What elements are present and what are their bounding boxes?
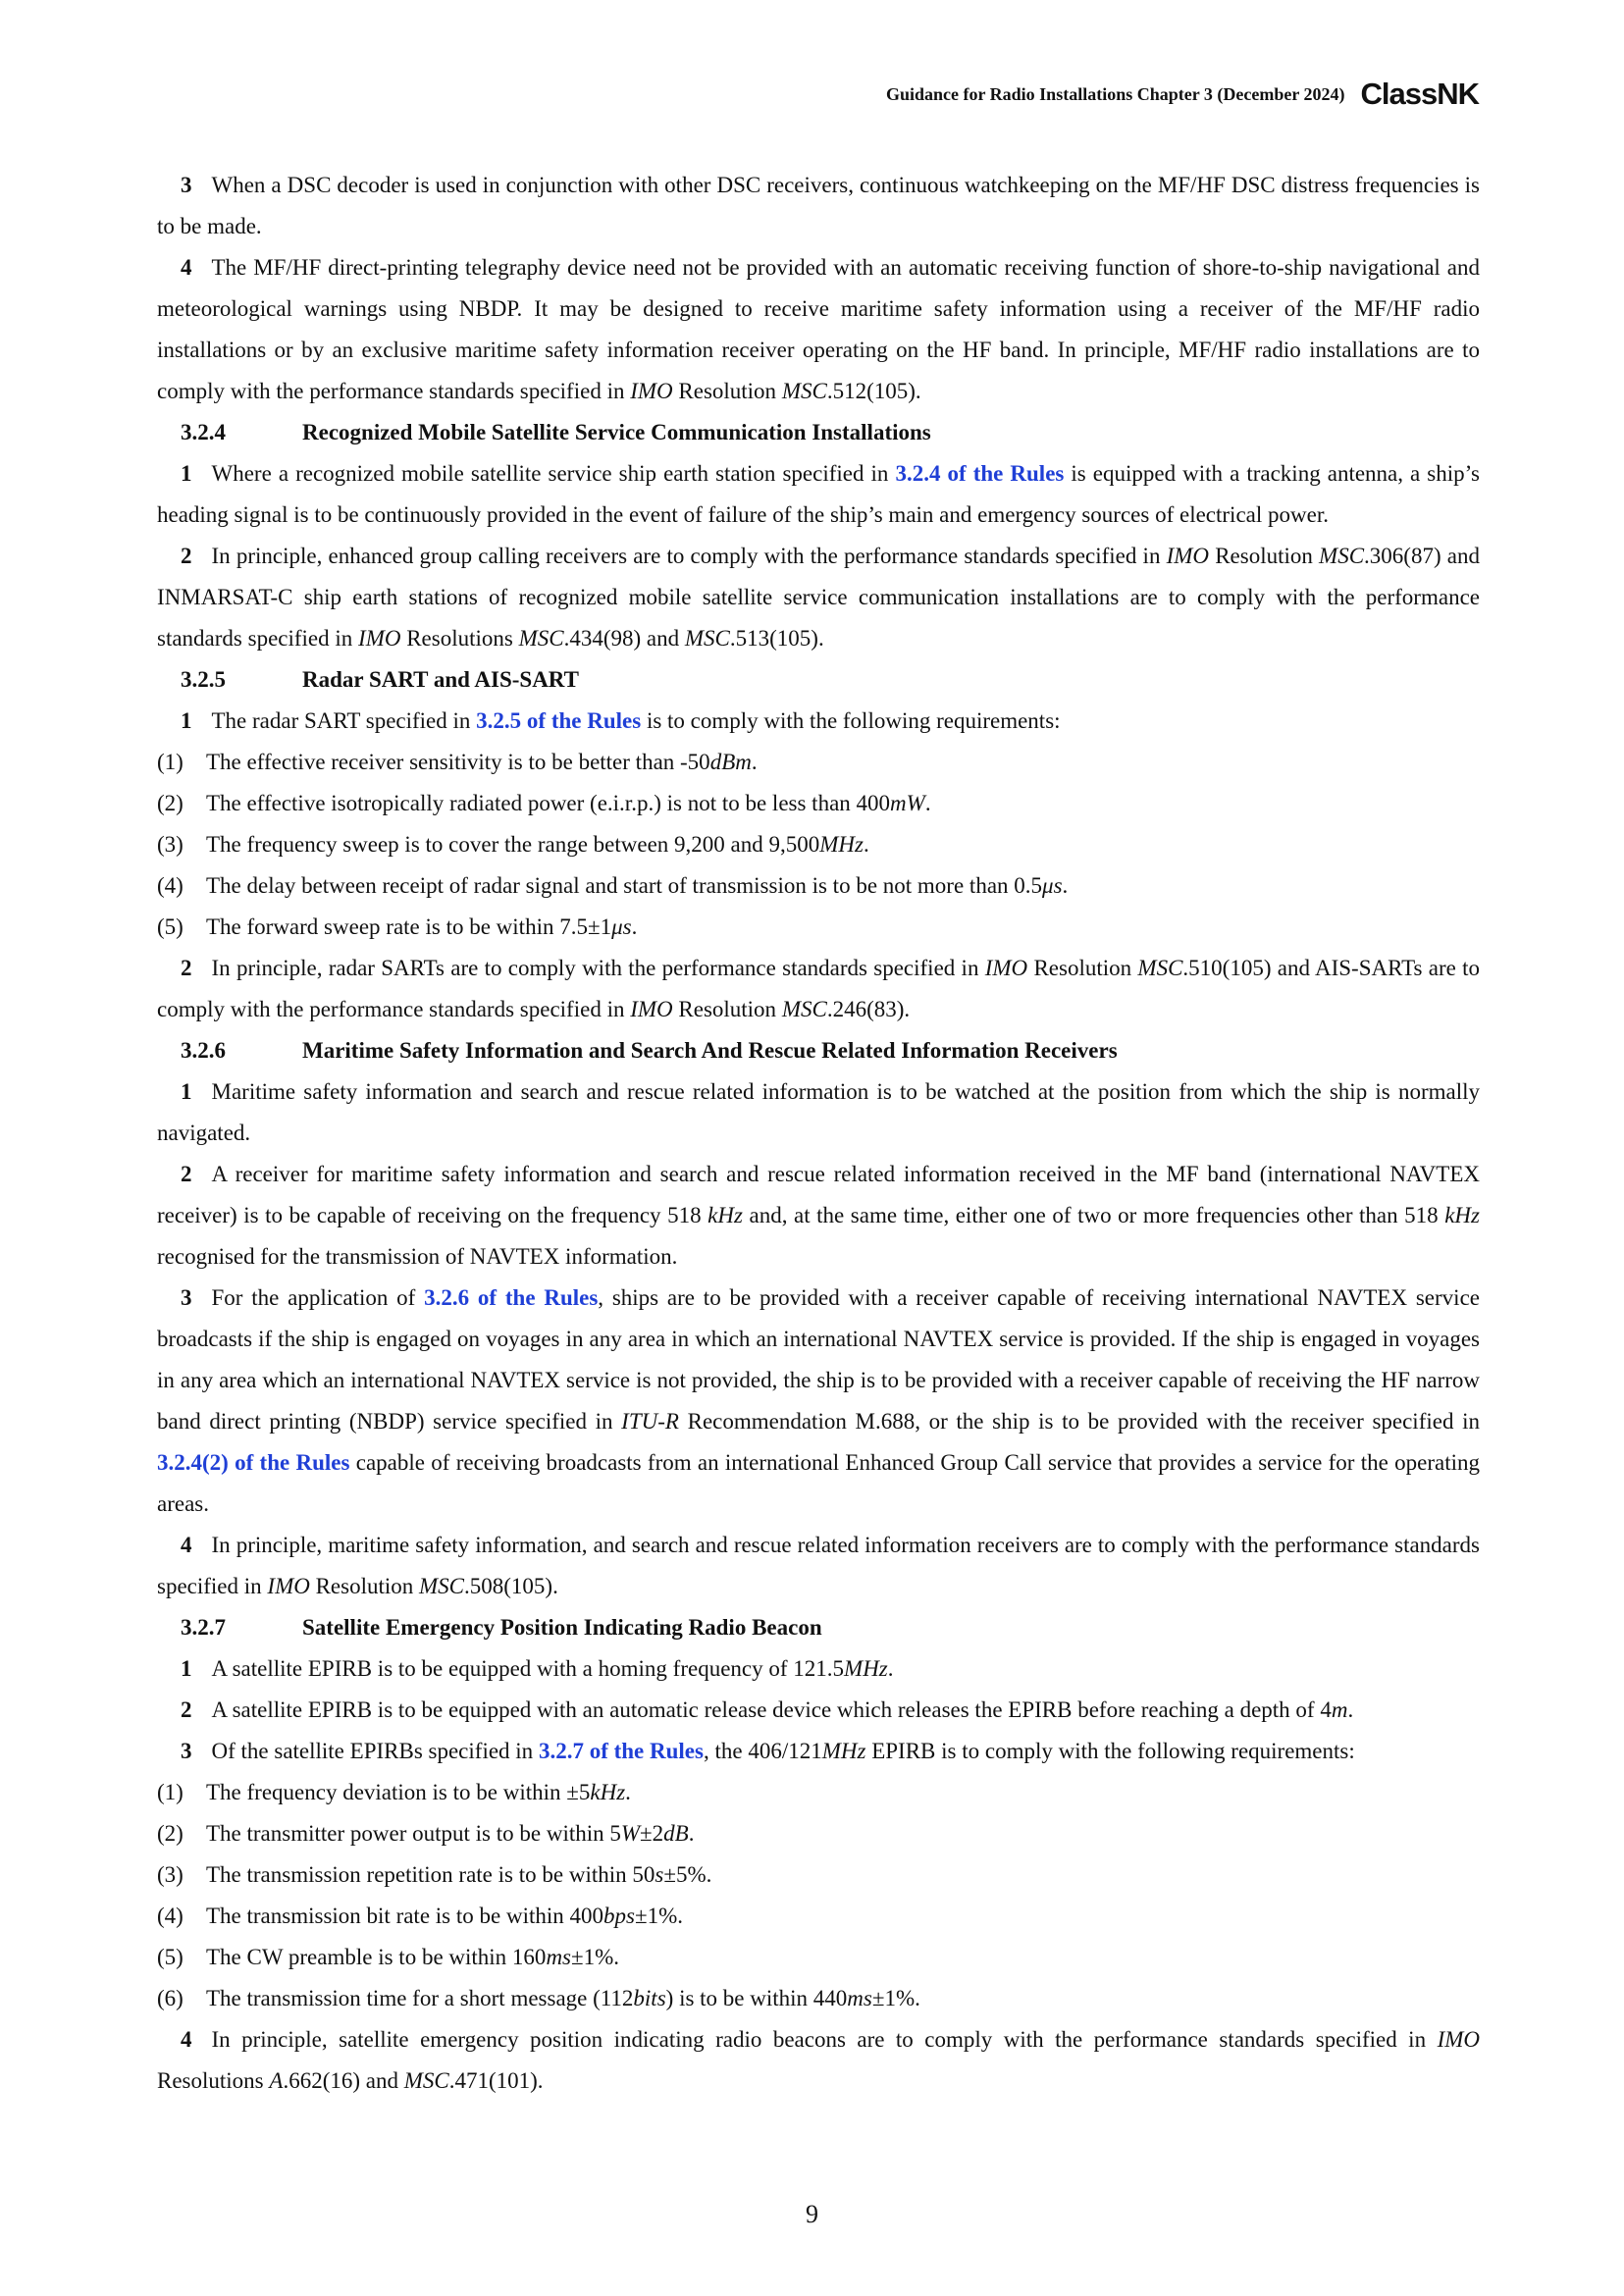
paragraph: 1 The radar SART specified in 3.2.5 of the Rules is to comply with the following requirements: [181,708,1061,733]
paragraph: 3 For the application of 3.2.6 of the Rules, ships are to be provided with a receiver capable of receiving international NAVTEX service broadcasts if the ship is engaged on voyages in any area in which an international NAVTEX service is provided. If the ship is engaged in voyages in any area which an international NAVTEX service is not provided, the ship is to be provided with a receiver capable of receiving the HF narrow band direct printing (NBDP) service specified in ITU-R Recommendation M.688, or the ship is to be provided with the receiver specified in 3.2.4(2) of the Rules capable of receiving broadcasts from an international Enhanced Group Call service that provides a service for the operating areas. [157,1285,1480,1516]
paragraph: 2 A receiver for maritime safety information and search and rescue related information received in the MF band (international NAVTEX receiver) is to be capable of receiving on the frequency 518 kHz and, at the same time, either one of two or more frequencies other than 518 kHz recognised for the transmission of NAVTEX information. [157,1162,1480,1269]
list-item: (1) The effective receiver sensitivity is to be better than -50dBm. [157,750,758,774]
list-item: (4) The delay between receipt of radar signal and start of transmission is to be not more than 0.5μs. [157,873,1069,898]
paragraph: 4 In principle, maritime safety information, and search and rescue related information receivers are to comply with the performance standards specified in IMO Resolution MSC.508(105). [157,1533,1480,1598]
paragraph: 1 Maritime safety information and search and rescue related information is to be watched at the position from which the ship is normally navigated. [157,1079,1480,1145]
list-item: (2) The effective isotropically radiated power (e.i.r.p.) is not to be less than 400mW. [157,791,931,815]
rules-reference-link[interactable]: 3.2.5 of the Rules [476,708,642,733]
list-item: (3) The frequency sweep is to cover the range between 9,200 and 9,500MHz. [157,832,869,857]
paragraph: 3 When a DSC decoder is used in conjunction with other DSC receivers, continuous watchkeeping on the MF/HF DSC distress frequencies is to be made. [157,173,1480,238]
paragraph: 2 In principle, radar SARTs are to comply with the performance standards specified in IMO Resolution MSC.510(105) and AIS-SARTs are to comply with the performance standards specified in IMO Resolution MSC.246(83). [157,956,1480,1021]
document-body [157,165,1480,2102]
paragraph: 1 A satellite EPIRB is to be equipped with a homing frequency of 121.5MHz. [181,1656,894,1681]
header-title: Guidance for Radio Installations Chapter 3 (December 2024) [886,83,1345,104]
paragraph: 1 Where a recognized mobile satellite service ship earth station specified in 3.2.4 of the Rules is equipped with a tracking antenna, a ship’s heading signal is to be continuously provided in the event of failure of the ship’s main and emergency sources of electrical power. [157,461,1480,527]
list-item: (1) The frequency deviation is to be within ±5kHz. [157,1780,631,1804]
list-item: (2) The transmitter power output is to be within 5W±2dB. [157,1821,695,1846]
section-heading: 3.2.4 Recognized Mobile Satellite Service Communication Installations [181,420,931,444]
section-heading: 3.2.5 Radar SART and AIS-SART [181,667,579,692]
section-heading: 3.2.6 Maritime Safety Information and Search And Rescue Related Information Receivers [181,1038,1118,1063]
paragraph: 4 In principle, satellite emergency position indicating radio beacons are to comply with the performance standards specified in IMO Resolutions A.662(16) and MSC.471(101). [157,2027,1480,2093]
list-item: (4) The transmission bit rate is to be within 400bps±1%. [157,1904,684,1928]
list-item: (5) The forward sweep rate is to be within 7.5±1μs. [157,914,638,939]
list-item: (3) The transmission repetition rate is to be within 50s±5%. [157,1862,712,1887]
paragraph: 2 In principle, enhanced group calling receivers are to comply with the performance standards specified in IMO Resolution MSC.306(87) and INMARSAT-C ship earth stations of recognized mobile satellite service communication installations are to comply with the performance standards specified in IMO Resolutions MSC.434(98) and MSC.513(105). [157,544,1480,651]
list-item: (5) The CW preamble is to be within 160ms±1%. [157,1945,620,1969]
rules-reference-link[interactable]: 3.2.6 of the Rules [424,1285,599,1310]
page-header [886,77,1479,112]
section-heading: 3.2.7 Satellite Emergency Position Indicating Radio Beacon [181,1615,822,1640]
page-number: 9 [806,2200,818,2228]
rules-reference-link[interactable]: 3.2.4 of the Rules [895,461,1065,486]
list-item: (6) The transmission time for a short message (112bits) is to be within 440ms±1%. [157,1986,920,2010]
paragraph: 4 The MF/HF direct-printing telegraphy device need not be provided with an automatic receiving function of shore-to-ship navigational and meteorological warnings using NBDP. It may be designed to receive maritime safety information using a receiver of the MF/HF radio installations or by an exclusive maritime safety information receiver operating on the HF band. In principle, MF/HF radio installations are to comply with the performance standards specified in IMO Resolution MSC.512(105). [157,255,1480,403]
classnk-logo: ClassNK [1360,77,1479,111]
paragraph: 3 Of the satellite EPIRBs specified in 3.2.7 of the Rules, the 406/121MHz EPIRB is to comply with the following requirements: [181,1739,1355,1763]
rules-reference-link[interactable]: 3.2.7 of the Rules [538,1739,704,1763]
rules-reference-link[interactable]: 3.2.4(2) of the Rules [157,1450,350,1475]
paragraph: 2 A satellite EPIRB is to be equipped with an automatic release device which releases the EPIRB before reaching a depth of 4m. [181,1697,1354,1722]
